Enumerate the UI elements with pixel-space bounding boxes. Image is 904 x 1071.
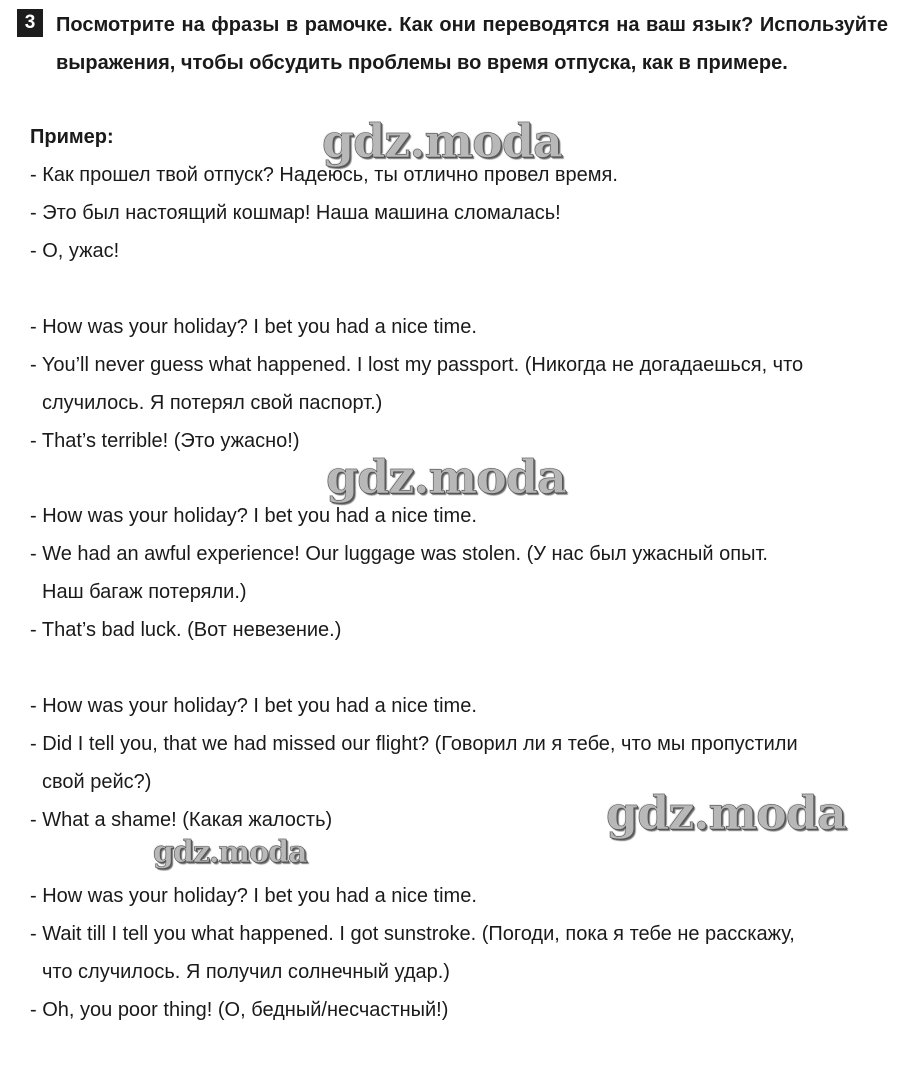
dialogue-line [30, 346, 888, 422]
dialogue-line: - That’s terrible! (Это ужасно!) [30, 430, 300, 452]
dialogue-line-text: - We had an awful experience! Our luggage was stolen. (У нас был ужасный опыт. [30, 543, 768, 565]
watermark-logo: gdz.moda [606, 786, 846, 840]
dialogue-line-text: - Did I tell you, that we had missed our flight? (Говорил ли я тебе, что мы пропустили [30, 733, 798, 755]
dialogue-line-text: - You’ll never guess what happened. I lost my passport. (Никогда не догадаешься, что [30, 354, 804, 376]
dialogue-line: - Oh, you poor thing! (О, бедный/несчастный!) [30, 999, 449, 1021]
dialogue-line [30, 535, 888, 611]
dialogue-line: - How was your holiday? I bet you had a nice time. [30, 316, 477, 338]
dialogue-line-continuation: что случилось. Я получил солнечный удар.) [42, 961, 450, 983]
watermark-logo: gdz.moda [322, 114, 562, 168]
dialogue-line: - How was your holiday? I bet you had a nice time. [30, 885, 477, 907]
task-instruction: Посмотрите на фразы в рамочке. Как они переводятся на ваш язык? Используйте выражения, чтобы обсудить проблемы во время отпуска, как в примере. [56, 14, 888, 74]
dialogue-line [30, 725, 888, 801]
example-label: Пример: [30, 126, 114, 148]
dialogue-line-text: - Wait till I tell you what happened. I got sunstroke. (Погоди, пока я тебе не расскажу, [30, 923, 795, 945]
dialogue-line-continuation: Наш багаж потеряли.) [42, 581, 247, 603]
watermark-logo: gdz.moda [326, 450, 566, 504]
task-number-badge: 3 [17, 9, 43, 37]
dialogue-line: - Это был настоящий кошмар! Наша машина сломалась! [30, 202, 561, 224]
dialogue-line: - О, ужас! [30, 240, 120, 262]
dialogue-line [30, 915, 888, 991]
dialogue-line-continuation: случилось. Я потерял свой паспорт.) [42, 392, 383, 414]
watermark-logo: gdz.moda [153, 835, 307, 870]
dialogue-line: - How was your holiday? I bet you had a nice time. [30, 505, 477, 527]
dialogue-line: - What a shame! (Какая жалость) [30, 809, 333, 831]
dialogue-line-continuation: свой рейс?) [42, 771, 152, 793]
dialogue-line: - How was your holiday? I bet you had a nice time. [30, 695, 477, 717]
dialogue-line: - That’s bad luck. (Вот невезение.) [30, 619, 342, 641]
dialogue-line: - Как прошел твой отпуск? Надеюсь, ты отлично провел время. [30, 164, 618, 186]
